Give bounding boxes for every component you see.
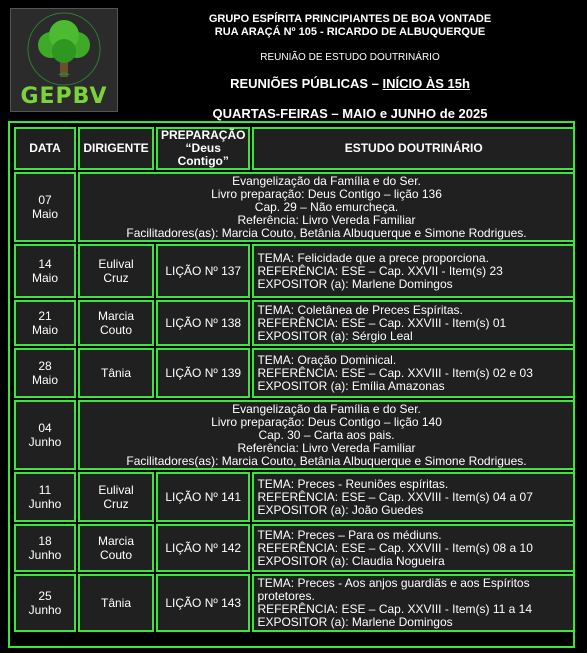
dirigente-cell	[78, 300, 154, 346]
date-month: Maio	[31, 373, 58, 387]
licao-cell: LIÇÃO Nº 139	[156, 348, 250, 398]
col-header-dirigente: DIRIGENTE	[78, 127, 154, 170]
licao-cell: LIÇÃO Nº 142	[156, 524, 250, 572]
evangelizacao-line: Referência: Livro Vereda Familiar	[237, 212, 416, 227]
dirigente-first: Marcia	[97, 309, 134, 323]
gepbv-logo	[10, 8, 118, 112]
tema-line: TEMA: Coletânea de Preces Espíritas.	[257, 302, 463, 317]
date-month: Maio	[31, 207, 58, 221]
evangelizacao-line: Livro preparação: Deus Contigo – lição 140	[211, 414, 442, 429]
start-time: INÍCIO ÀS 15h	[382, 76, 470, 91]
table-body	[14, 172, 575, 632]
dirigente-last: Couto	[99, 323, 133, 337]
licao-cell: LIÇÃO Nº 138	[156, 300, 250, 346]
expositor-line: EXPOSITOR (a): Marlene Domingos	[257, 276, 453, 291]
col-header-preparacao	[156, 127, 250, 170]
date-cell	[14, 348, 76, 398]
schedule-table	[12, 125, 577, 634]
referencia-line: REFERÊNCIA: ESE – Cap. XXVIII - Item(s) 11 a 14	[257, 602, 532, 616]
estudo-cell	[252, 348, 575, 398]
dirigente-first: Tânia	[100, 366, 132, 380]
dirigente-first: Marcia	[97, 534, 134, 548]
table-row	[14, 400, 575, 470]
table-row	[14, 244, 575, 298]
tema-line: TEMA: Preces - Aos anjos guardiãs e aos Espíritos protetores.	[257, 576, 530, 603]
tree-icon	[11, 9, 117, 89]
tema-line: TEMA: Preces - Reuniões espíritas.	[257, 476, 449, 491]
org-address: RUA ARAÇÁ Nº 105 - RICARDO DE ALBUQUERQUE	[214, 26, 486, 38]
table-row	[14, 300, 575, 346]
dirigente-cell	[78, 244, 154, 298]
evangelizacao-line: Cap. 29 – Não emurcheça.	[254, 199, 399, 214]
date-cell	[14, 574, 76, 632]
evangelizacao-line: Referência: Livro Vereda Familiar	[237, 440, 416, 455]
table-row	[14, 348, 575, 398]
estudo-cell	[252, 300, 575, 346]
dirigente-first: Tânia	[100, 596, 132, 610]
table-row	[14, 574, 575, 632]
referencia-line: REFERÊNCIA: ESE – Cap. XXVIII - Item(s) 02 e 03	[257, 365, 533, 380]
date-day: 28	[38, 359, 52, 373]
evangelizacao-cell	[78, 172, 575, 242]
org-name: GRUPO ESPÍRITA PRINCIPIANTES DE BOA VONTADE	[208, 13, 492, 25]
date-cell	[14, 400, 76, 470]
expositor-line: EXPOSITOR (a): João Guedes	[257, 502, 424, 517]
date-day: 04	[38, 421, 52, 435]
date-day: 25	[38, 589, 52, 603]
date-month: Junho	[28, 497, 62, 511]
schedule-period: QUARTAS-FEIRAS – MAIO e JUNHO de 2025	[212, 106, 488, 121]
table-row	[14, 524, 575, 572]
preparacao-label: PREPARAÇÃO	[161, 128, 246, 142]
date-month: Maio	[31, 271, 58, 285]
tema-line: TEMA: Preces – Para os médiuns.	[257, 527, 442, 542]
licao-cell: LIÇÃO Nº 141	[156, 472, 250, 522]
date-day: 14	[38, 257, 52, 271]
evangelizacao-line: Cap. 30 – Carta aos pais.	[258, 427, 395, 442]
estudo-cell	[252, 574, 575, 632]
expositor-line: EXPOSITOR (a): Emília Amazonas	[257, 378, 445, 393]
referencia-line: REFERÊNCIA: ESE – Cap. XXVIII - Item(s) 04 a 07	[257, 489, 533, 504]
date-day: 07	[38, 193, 52, 207]
date-cell	[14, 524, 76, 572]
referencia-line: REFERÊNCIA: ESE – Cap. XXVIII - Item(s) 08 a 10	[257, 540, 533, 555]
date-cell	[14, 244, 76, 298]
date-month: Maio	[31, 323, 58, 337]
tema-line: TEMA: Oração Dominical.	[257, 352, 397, 367]
dirigente-first: Eulival	[98, 483, 134, 497]
table-row	[14, 172, 575, 242]
col-header-estudo: ESTUDO DOUTRINÁRIO	[252, 127, 575, 170]
date-month: Junho	[28, 435, 62, 449]
estudo-cell	[252, 524, 575, 572]
evangelizacao-line: Facilitadores(as): Marcia Couto, Betânia Albuquerque e Simone Rodrigues.	[126, 453, 527, 468]
col-header-data: DATA	[14, 127, 76, 170]
estudo-cell	[252, 244, 575, 298]
dirigente-last: Cruz	[103, 497, 129, 511]
estudo-cell	[252, 472, 575, 522]
date-cell	[14, 172, 76, 242]
evangelizacao-line: Facilitadores(as): Marcia Couto, Betânia Albuquerque e Simone Rodrigues.	[126, 225, 527, 240]
meeting-type: REUNIÃO DE ESTUDO DOUTRINÁRIO	[260, 52, 440, 63]
dirigente-cell	[78, 524, 154, 572]
expositor-line: EXPOSITOR (a): Claudia Nogueira	[257, 553, 445, 568]
expositor-line: EXPOSITOR (a): Marlene Domingos	[257, 615, 453, 629]
public-meetings-label: REUNIÕES PÚBLICAS –	[230, 76, 383, 91]
dirigente-last: Cruz	[103, 271, 129, 285]
date-cell	[14, 300, 76, 346]
logo-text: GEPBV	[20, 84, 108, 109]
licao-cell: LIÇÃO Nº 143	[156, 574, 250, 632]
public-meetings-line	[120, 76, 580, 91]
licao-cell: LIÇÃO Nº 137	[156, 244, 250, 298]
table-row	[14, 472, 575, 522]
evangelizacao-line: Evangelização da Família e do Ser.	[232, 401, 421, 416]
referencia-line: REFERÊNCIA: ESE – Cap. XXVIII - Item(s) 01	[257, 315, 507, 330]
evangelizacao-cell	[78, 400, 575, 470]
dirigente-first: Eulival	[98, 257, 134, 271]
date-month: Junho	[28, 548, 62, 562]
date-day: 11	[38, 483, 52, 497]
dirigente-last: Couto	[99, 548, 133, 562]
dirigente-cell	[78, 574, 154, 632]
evangelizacao-line: Livro preparação: Deus Contigo – lição 136	[211, 186, 442, 201]
date-day: 18	[38, 534, 52, 548]
tema-line: TEMA: Felicidade que a prece proporciona.	[257, 250, 489, 265]
date-month: Junho	[28, 603, 62, 617]
evangelizacao-line: Evangelização da Família e do Ser.	[232, 173, 421, 188]
referencia-line: REFERÊNCIA: ESE – Cap. XXVII - Item(s) 23	[257, 263, 503, 278]
date-cell	[14, 472, 76, 522]
table-header-row	[14, 127, 575, 170]
expositor-line: EXPOSITOR (a): Sérgio Leal	[257, 328, 413, 343]
deus-contigo-label: “Deus Contigo”	[177, 141, 229, 168]
dirigente-cell	[78, 472, 154, 522]
date-day: 21	[38, 309, 52, 323]
dirigente-cell	[78, 348, 154, 398]
